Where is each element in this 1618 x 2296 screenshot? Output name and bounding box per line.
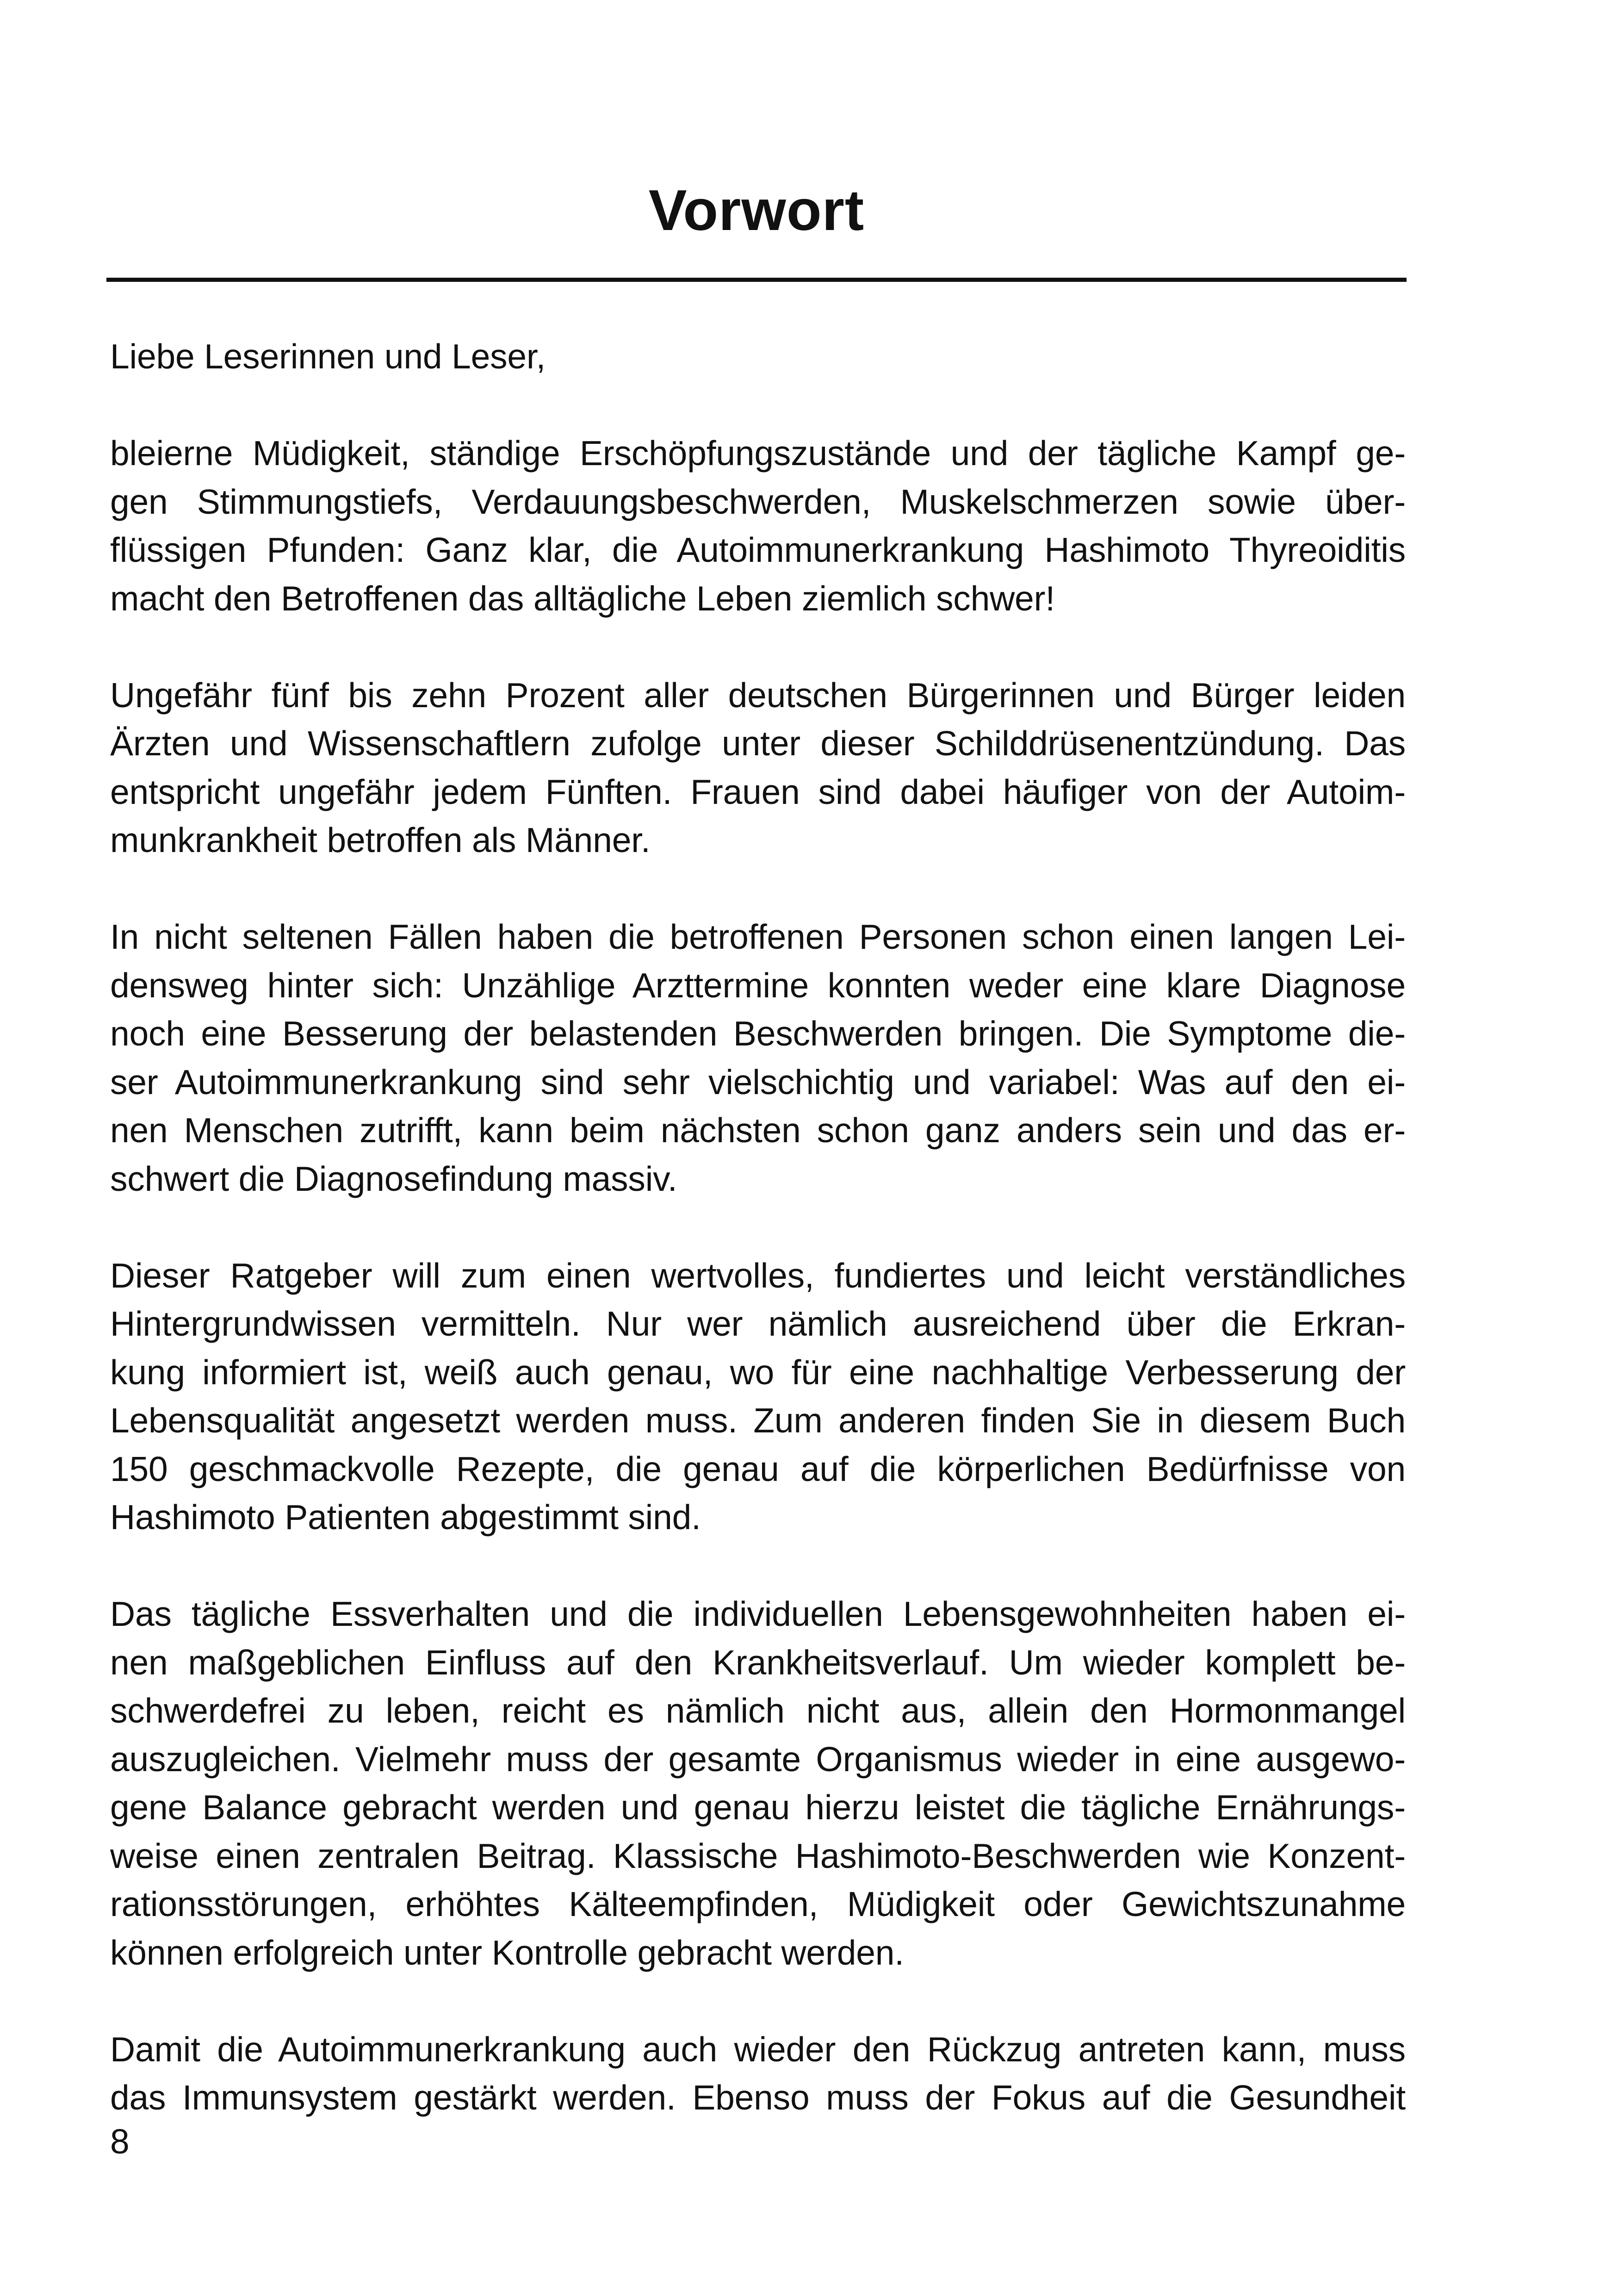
- text-line: flüssigen Pfunden: Ganz klar, die Autoimmunerkrankung Hashimoto Thyreoiditis: [110, 530, 1406, 569]
- text-line: rationsstörungen, erhöhtes Kälteempfinden, Müdigkeit oder Gewichtszunahme: [110, 1885, 1406, 1923]
- text-line: schwert die Diagnosefindung massiv.: [110, 1159, 677, 1198]
- text-line: munkrankheit betroffen als Männer.: [110, 821, 651, 859]
- text-line: Lebensqualität angesetzt werden muss. Zum anderen finden Sie in diesem Buch: [110, 1401, 1406, 1440]
- text-line: das Immunsystem gestärkt werden. Ebenso muss der Fokus auf die Gesundheit: [110, 2078, 1406, 2117]
- paragraph: [110, 1251, 1406, 1542]
- text-line: gene Balance gebracht werden und genau hierzu leistet die tägliche Ernährungs-: [110, 1788, 1406, 1827]
- text-line: weise einen zentralen Beitrag. Klassische Hashimoto-Beschwerden wie Konzent-: [110, 1836, 1406, 1875]
- text-line: Damit die Autoimmunerkrankung auch wieder den Rückzug antreten kann, muss: [110, 2029, 1406, 2069]
- paragraph: [110, 913, 1406, 1203]
- page-number: 8: [110, 2122, 130, 2161]
- paragraph: [110, 2025, 1406, 2122]
- paragraph: [110, 1590, 1406, 1977]
- body-text: [110, 332, 1406, 2170]
- text-line: Dieser Ratgeber will zum einen wertvolles, fundiertes und leicht verständliches: [110, 1256, 1406, 1295]
- text-line: entspricht ungefähr jedem Fünften. Frauen sind dabei häufiger von der Autoim-: [110, 772, 1406, 811]
- paragraph: [110, 429, 1406, 622]
- text-line: nen Menschen zutrifft, kann beim nächsten schon ganz anders sein und das er-: [110, 1111, 1406, 1150]
- text-line: Hintergrundwissen vermitteln. Nur wer nämlich ausreichend über die Erkran-: [110, 1304, 1406, 1343]
- text-line: macht den Betroffenen das alltägliche Leben ziemlich schwer!: [110, 579, 1055, 618]
- text-line: densweg hinter sich: Unzählige Arzttermine konnten weder eine klare Diagnose: [110, 965, 1406, 1005]
- text-line: gen Stimmungstiefs, Verdauungsbeschwerden, Muskelschmerzen sowie über-: [110, 482, 1406, 521]
- text-line: Ärzten und Wissenschaftlern zufolge unter dieser Schilddrüsenentzündung. Das: [110, 724, 1406, 763]
- text-line: bleierne Müdigkeit, ständige Erschöpfungszustände und der tägliche Kampf ge-: [110, 434, 1406, 473]
- chapter-title: Vorwort: [648, 179, 865, 243]
- text-line: kung informiert ist, weiß auch genau, wo für eine nachhaltige Verbesserung der: [110, 1352, 1406, 1392]
- text-line: schwerdefrei zu leben, reicht es nämlich nicht aus, allein den Hormonmangel: [110, 1691, 1406, 1730]
- text-line: können erfolgreich unter Kontrolle gebracht werden.: [110, 1933, 904, 1972]
- text-line: nen maßgeblichen Einfluss auf den Krankheitsverlauf. Um wieder komplett be-: [110, 1643, 1406, 1682]
- text-line: Ungefähr fünf bis zehn Prozent aller deutschen Bürgerinnen und Bürger leiden: [110, 675, 1406, 715]
- paragraph-list: [110, 429, 1406, 2122]
- text-line: Hashimoto Patienten abgestimmt sind.: [110, 1498, 701, 1537]
- paragraph: [110, 671, 1406, 865]
- salutation: Liebe Leserinnen und Leser,: [110, 337, 546, 376]
- text-line: Das tägliche Essverhalten und die individuellen Lebensgewohnheiten haben ei-: [110, 1594, 1406, 1633]
- title-divider: [106, 278, 1407, 282]
- text-line: ser Autoimmunerkrankung sind sehr vielschichtig und variabel: Was auf den ei-: [110, 1062, 1406, 1101]
- text-line: 150 geschmackvolle Rezepte, die genau auf die körperlichen Bedürfnisse von: [110, 1449, 1406, 1488]
- text-line: auszugleichen. Vielmehr muss der gesamte Organismus wieder in eine ausgewo-: [110, 1739, 1406, 1779]
- text-line: In nicht seltenen Fällen haben die betroffenen Personen schon einen langen Lei-: [110, 917, 1406, 956]
- text-line: noch eine Besserung der belastenden Beschwerden bringen. Die Symptome die-: [110, 1014, 1406, 1053]
